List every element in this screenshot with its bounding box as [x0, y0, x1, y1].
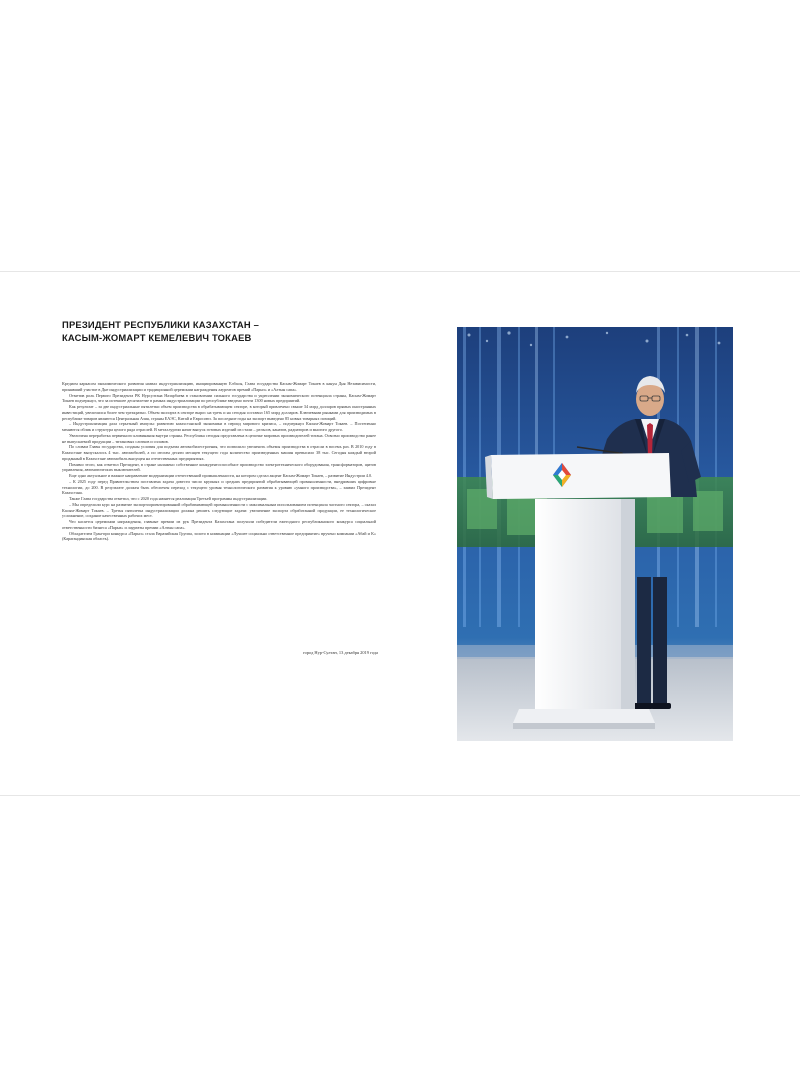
paragraph: – Мы определили курс на развитие экспортоориентированной обрабатывающей промышленности с максимальным использованием потенциала частного сектора, – сказал Касым-Жомарт Токаев. – Третья пятилетка индустриализации должна решить следующие задачи: увеличение экспорта обработанной продукции, ее технологическое усложнение, создание качественных рабочих мест. — [62, 501, 376, 519]
paragraph: Помимо этого, как отметил Президент, в стране налажено собственное конкурентоспособное производство электротехнического оборудования, трансформаторов, щитов управления, автоматических выключателей. — [62, 461, 376, 473]
paragraph: Как результат – за две индустриальные пятилетки объем производства в обрабатывающем секторе, в который привлечено свыше 34 млрд долларов прямых иностранных инвестиций, увеличился более чем трехкратно. Объем экспорта в секторе вырос на треть и на сегодня составил 165 млрд долларов. Ключевыми рынками для производимых в республике товаров являются Центральная Азия, страны ЕАЭС, Китай и Евросоюз. За последние годы на экспорт выведено 85 новых товарных позиций. — [62, 404, 376, 421]
paragraph: Кредиом каркасом экономического развития назвал индустриализацию, инициированную Елбасы, Глава государства Касым-Жомарт Токаев в канун Дня Независимости, принявший участие в Дне индустриализации и традиционной церемонии награждения лауреатов премий «Парыз» и «Алтын сапа». — [62, 381, 376, 392]
paragraph: Еще одно актуальное и важное направление модернизации отечественной промышленности, на котором сделал акцент Касым-Жомарт Токаев, – развитие Индустрии 4.0. — [69, 473, 373, 478]
paragraph: По словам Главы государства, созданы условия для подъема автомобилестроения, что позволило увеличить объемы производства в отрасли в восемь раз. В 2010 году в Казахстане выпускалось 4 тыс. автомобилей, а по итогам десяти месяцев текущего года количество произведенных машин превысило 38 тыс. Сегодня каждый второй проданный в Казахстане автомобиль выпущен на отечественных предприятиях. — [62, 444, 376, 461]
article-body — [62, 381, 376, 542]
paragraph: Что касается церемонии награждения, главные премии из рук Президента Казахстана получили победители ежегодного республиканского конкурса социальной ответственности бизнеса «Парыз» и лауреаты премии «Алтын сапа». — [62, 519, 376, 530]
book-spread — [0, 271, 800, 796]
paragraph: – К 2025 году перед Правительством поставлена задача довести число крупных и средних предприятий обрабатывающей промышленности, внедривших цифровые технологии, до 200. В результате должен быть обеспечен переход с текущего уровня технологического развития к уровню «умного производства», – заявил Президент Казахстана. — [62, 478, 376, 496]
paragraph: Обладателем Гран-при конкурса «Парыз» стала Евразийская Группа, золото в номинации «Лучшее социально ответственное предприятие» вручено компании «Абай и К» (Карагандинская область). — [62, 530, 376, 542]
president-at-podium-photo — [457, 327, 733, 741]
paragraph: Увеличена переработка первичного кливинания внутри страны. Республика сегодня представлена в цепочке мировых производителей титана. Освоено производство ранее не выпускаемой продукции – титановых слитков и сплавов. — [62, 432, 376, 444]
paragraph: Отметив роль Первого Президента РК Нурсултана Назарбаева в становлении сильного государства и укреплении экономического потенциала страны, Касым-Жомарт Токаев подчеркнул, что за истекшее десятилетие в рамках индустриализации по республике введено почти 1300 новых предприятий. — [62, 392, 376, 404]
page-title — [62, 318, 342, 344]
place-date-signature: город Нур-Султан, 13 декабря 2019 года — [302, 650, 378, 655]
paragraph: – Индустриализация дала серьезный импульс развитию казахстанской экономики в период мирового кризиса, – подчеркнул Касым-Жомарт Токаев. – Постепенно меняются облик и структура целого ряда отраслей. В металлургии начат выпуск готовых изделий из стали – рельсов, канатов, радиаторов и многого другого. — [62, 421, 376, 432]
title-line-1: ПРЕЗИДЕНТ РЕСПУБЛИКИ КАЗАХСТАН – — [62, 319, 260, 330]
title-line-2: КАСЫМ-ЖОМАРТ КЕМЕЛЕВИЧ ТОКАЕВ — [62, 332, 252, 343]
paragraph: Также Глава государства отметил, что с 2020 года начнется реализация Третьей программы индустриализации. — [69, 496, 268, 501]
